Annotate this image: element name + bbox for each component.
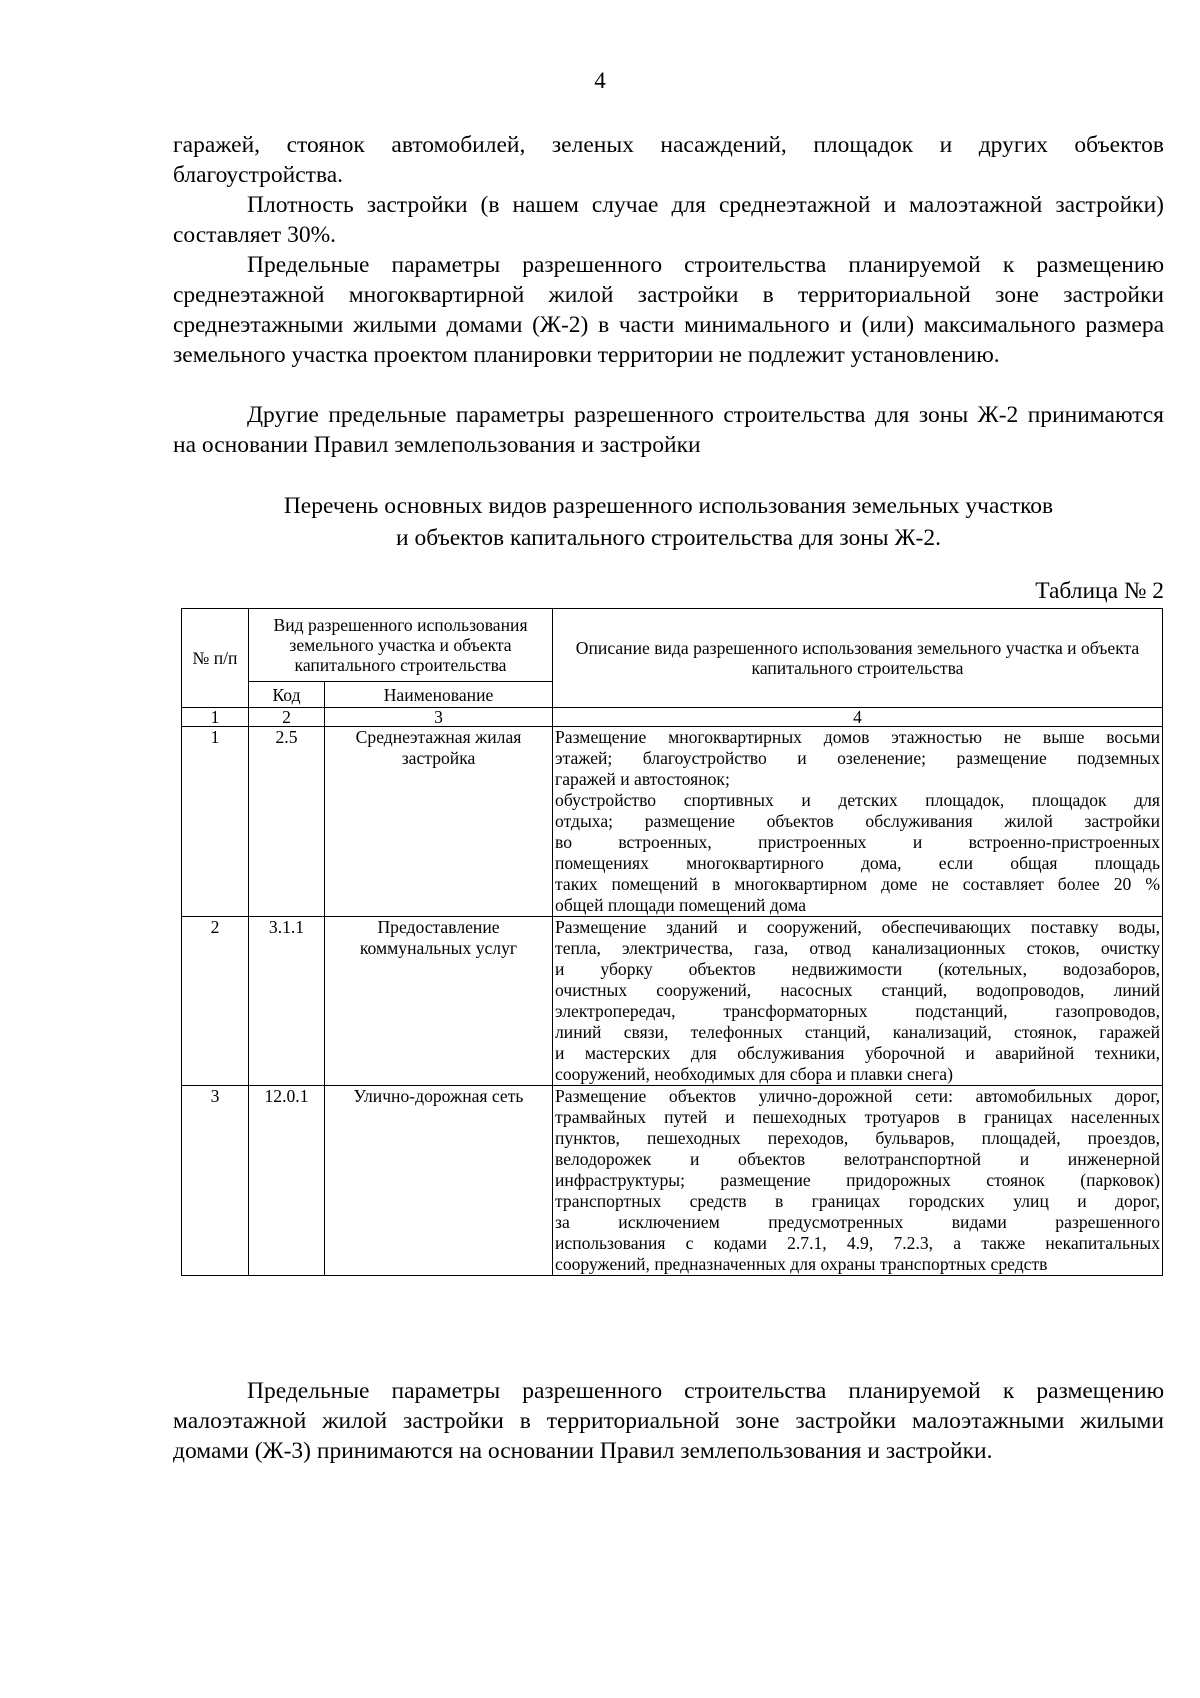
table-heading-line-2: и объектов капитального строительства для зоны Ж-2. [396, 525, 941, 551]
column-number: 2 [249, 708, 325, 727]
row-description: Размещение многоквартирных домов этажностью не выше восьми этажей; благоустройство и озеленение; размещение подземных гаражей и автостоянок; обустройство спортивных и детских площадок, площадок для отдыха; размещение объектов обслуживания жилой застройки во встроенных, пристроенных и встроенно-пристроенных помещениях многоквартирного дома, если общая площадь таких помещений в многоквартирном доме не составляет более 20 % общей площади помещений дома [553, 727, 1163, 917]
column-number: 4 [553, 708, 1163, 727]
row-code: 12.0.1 [249, 1086, 325, 1276]
header-code: Код [249, 682, 325, 708]
table-row [182, 1086, 1163, 1276]
paragraph-2: Плотность застройки (в нашем случае для среднеэтажной и малоэтажной застройки) составляет 30%. [173, 192, 1164, 248]
table-heading-line-1: Перечень основных видов разрешенного использования земельных участков [283, 493, 1054, 519]
table-row [182, 727, 1163, 917]
row-name: Улично-дорожная сеть [325, 1086, 553, 1276]
header-kind: Вид разрешенного использования земельного участка и объекта капитального строительства [249, 609, 553, 682]
paragraph-1: гаражей, стоянок автомобилей, зеленых насаждений, площадок и других объектов благоустройства. [173, 132, 1164, 188]
paragraph-3: Предельные параметры разрешенного строительства планируемой к размещению среднеэтажной многоквартирной жилой застройки в территориальной зоне застройки среднеэтажными жилыми домами (Ж-2) в части минимального и (или) максимального размера земельного участка проектом планировки территории не подлежит установлению. [173, 252, 1164, 368]
column-number-row [182, 708, 1163, 727]
row-num: 3 [182, 1086, 249, 1276]
table-caption: Таблица № 2 [1035, 578, 1164, 604]
header-name: Наименование [325, 682, 553, 708]
row-code: 3.1.1 [249, 917, 325, 1086]
zones-table [181, 608, 1163, 1276]
column-number: 3 [325, 708, 553, 727]
header-description: Описание вида разрешенного использования земельного участка и объекта капитального строительства [553, 609, 1163, 708]
column-number: 1 [182, 708, 249, 727]
header-num: № п/п [182, 609, 249, 708]
paragraph-4: Другие предельные параметры разрешенного строительства для зоны Ж-2 принимаются на основании Правил землепользования и застройки [173, 402, 1164, 458]
paragraph-5: Предельные параметры разрешенного строительства планируемой к размещению малоэтажной жилой застройки в территориальной зоне застройки малоэтажными жилыми домами (Ж-3) принимаются на основании Правил землепользования и застройки. [173, 1378, 1164, 1464]
row-num: 1 [182, 727, 249, 917]
row-num: 2 [182, 917, 249, 1086]
page-number: 4 [594, 68, 606, 93]
table-heading [173, 490, 1164, 554]
row-name: Предоставление коммунальных услуг [325, 917, 553, 1086]
row-name: Среднеэтажная жилая застройка [325, 727, 553, 917]
row-code: 2.5 [249, 727, 325, 917]
table-row [182, 917, 1163, 1086]
row-description: Размещение зданий и сооружений, обеспечивающих поставку воды, тепла, электричества, газа, отвод канализационных стоков, очистку и уборку объектов недвижимости (котельных, водозаборов, очистных сооружений, насосных станций, водопроводов, линий электропередач, трансформаторных подстанций, газопроводов, линий связи, телефонных станций, канализаций, стоянок, гаражей и мастерских для обслуживания уборочной и аварийной техники, сооружений, необходимых для сбора и плавки снега) [553, 917, 1163, 1086]
row-description: Размещение объектов улично-дорожной сети: автомобильных дорог, трамвайных путей и пешеходных тротуаров в границах населенных пунктов, пешеходных переходов, бульваров, площадей, проездов, велодорожек и объектов велотранспортной и инженерной инфраструктуры; размещение придорожных стоянок (парковок) транспортных средств в границах городских улиц и дорог, за исключением предусмотренных видами разрешенного использования с кодами 2.7.1, 4.9, 7.2.3, а также некапитальных сооружений, предназначенных для охраны транспортных средств [553, 1086, 1163, 1276]
